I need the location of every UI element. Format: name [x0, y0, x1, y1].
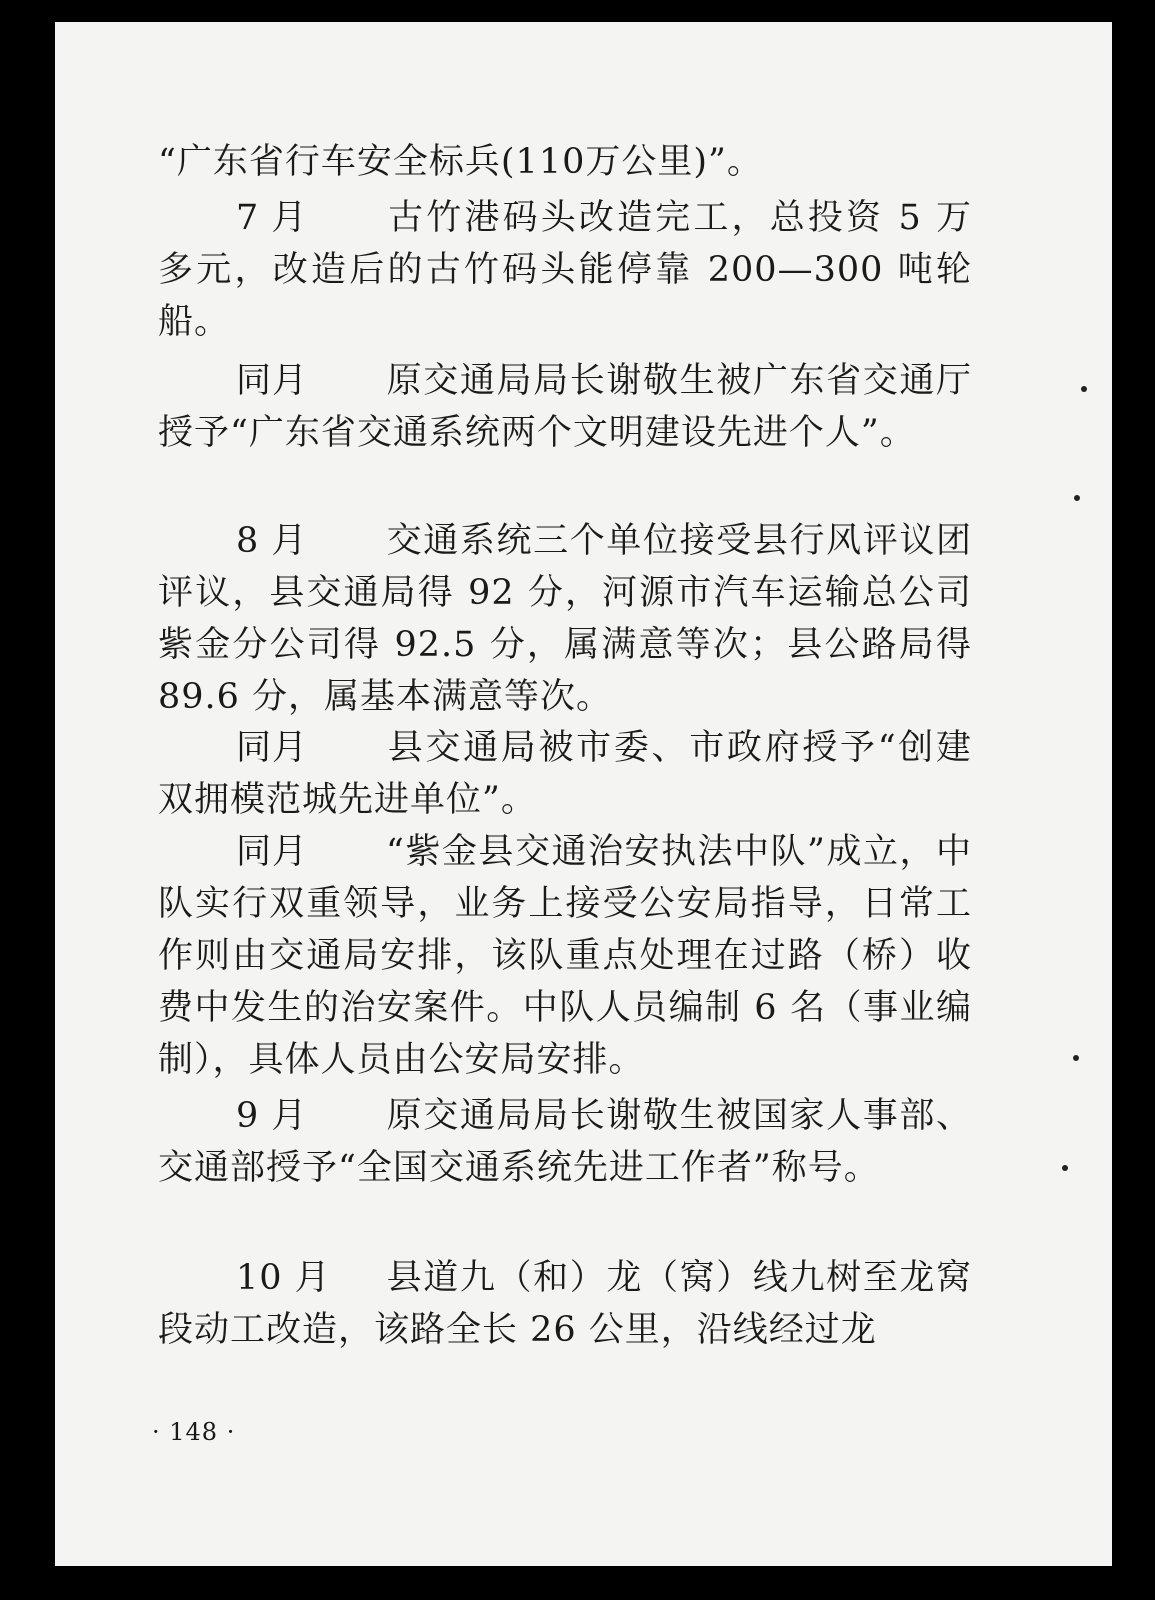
entry-date: 同月 — [236, 832, 309, 872]
chronicle-entry — [158, 515, 972, 723]
entry-text: 县道九（和）龙（窝）线九树至龙窝段动工改造，该路全长 26 公里，沿线经过龙 — [158, 1258, 972, 1350]
chronicle-entry — [158, 1090, 972, 1194]
entry-date: 7 月 — [236, 198, 308, 238]
chronicle-entry — [158, 1252, 972, 1356]
entry-continuation — [158, 136, 972, 188]
entry-date: 8 月 — [236, 521, 308, 561]
entry-date: 同月 — [236, 361, 309, 401]
scan-speck — [1074, 495, 1080, 501]
scan-speck — [1081, 386, 1087, 392]
entry-text: 古竹港码头改造完工，总投资 5 万多元，改造后的古竹码头能停靠 200—300 吨轮船。 — [158, 198, 972, 342]
scan-speck — [1062, 1165, 1068, 1171]
chronicle-entry — [158, 826, 972, 1086]
entry-text: 原交通局局长谢敬生被国家人事部、交通部授予“全国交通系统先进工作者”称号。 — [158, 1096, 972, 1188]
entry-text: “紫金县交通治安执法中队”成立，中队实行双重领导，业务上接受公安局指导，日常工作则由交通局安排，该队重点处理在过路（桥）收费中发生的治安案件。中队人员编制 6 名（事业编制），具体人员由公安局安排。 — [158, 832, 972, 1080]
entry-text: 交通系统三个单位接受县行风评议团评议，县交通局得 92 分，河源市汽车运输总公司紫金分公司得 92.5 分，属满意等次；县公路局得 89.6 分，属基本满意等次。 — [158, 521, 972, 717]
entry-date: 10 月 — [236, 1258, 331, 1298]
chronicle-entry — [158, 192, 972, 348]
entry-text: 原交通局局长谢敬生被广东省交通厅授予“广东省交通系统两个文明建设先进个人”。 — [158, 361, 972, 453]
scan-speck — [1073, 1055, 1079, 1061]
entry-date: 9 月 — [236, 1096, 308, 1136]
entry-text: “广东省行车安全标兵(110万公里)”。 — [158, 142, 763, 182]
entry-text: 县交通局被市委、市政府授予“创建双拥模范城先进单位”。 — [158, 728, 972, 820]
chronicle-entry — [158, 355, 972, 459]
page-number: · 148 · — [152, 1418, 236, 1446]
entry-date: 同月 — [236, 728, 309, 768]
chronicle-entry — [158, 722, 972, 826]
